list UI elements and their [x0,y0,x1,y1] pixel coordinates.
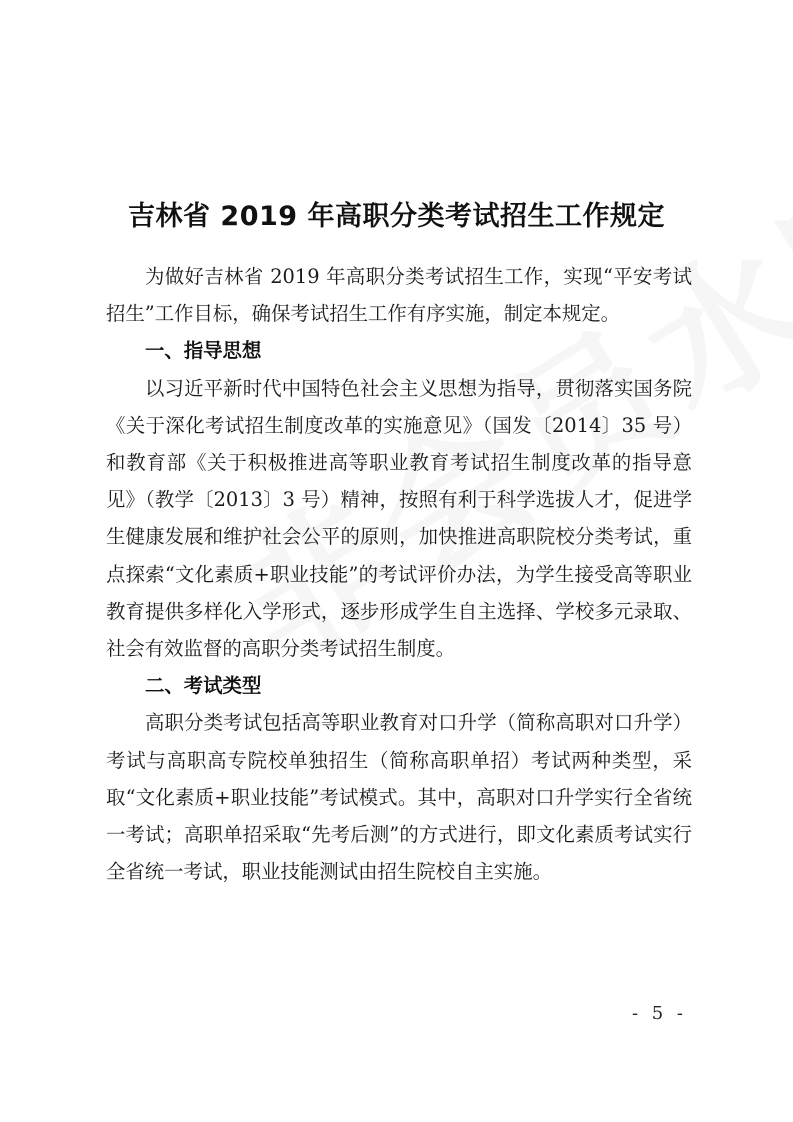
section-body-exam-types: 高职分类考试包括高等职业教育对口升学（简称高职对口升学）考试与高职高专院校单独招生（简称高职单招）考试两种类型，采取“文化素质+职业技能”考试模式。其中，高职对口升学实行全省统一考试；高职单招采取“先考后测”的方式进行，即文化素质考试实行全省统一考试，职业技能测试由招生院校自主实施。 [106,711,692,884]
section-body-guiding-ideology: 以习近平新时代中国特色社会主义思想为指导，贯彻落实国务院《关于深化考试招生制度改革的实施意见》（国发〔2014〕35 号）和教育部《关于积极推进高等职业教育考试招生制度改革的指导意见》（教学〔2013〕3 号）精神，按照有利于科学选拔人才，促进学生健康发展和维护社会公平的原则，加快推进高职院校分类考试，重点探索“文化素质+职业技能”的考试评价办法，为学生接受高等职业教育提供多样化入学形式，逐步形成学生自主选择、学校多元录取、社会有效监督的高职分类考试招生制度。 [106,376,692,661]
page-number: - 5 - [631,1003,687,1024]
document-title: 吉林省 2019 年高职分类考试招生工作规定 [128,201,665,233]
section-heading-guiding-ideology: 一、指导思想 [145,339,262,363]
section-heading-exam-types: 二、考试类型 [145,674,262,698]
document-body [106,258,692,890]
intro-paragraph: 为做好吉林省 2019 年高职分类考试招生工作，实现“平安考试招生”工作目标，确保考试招生工作有序实施，制定本规定。 [106,265,692,326]
